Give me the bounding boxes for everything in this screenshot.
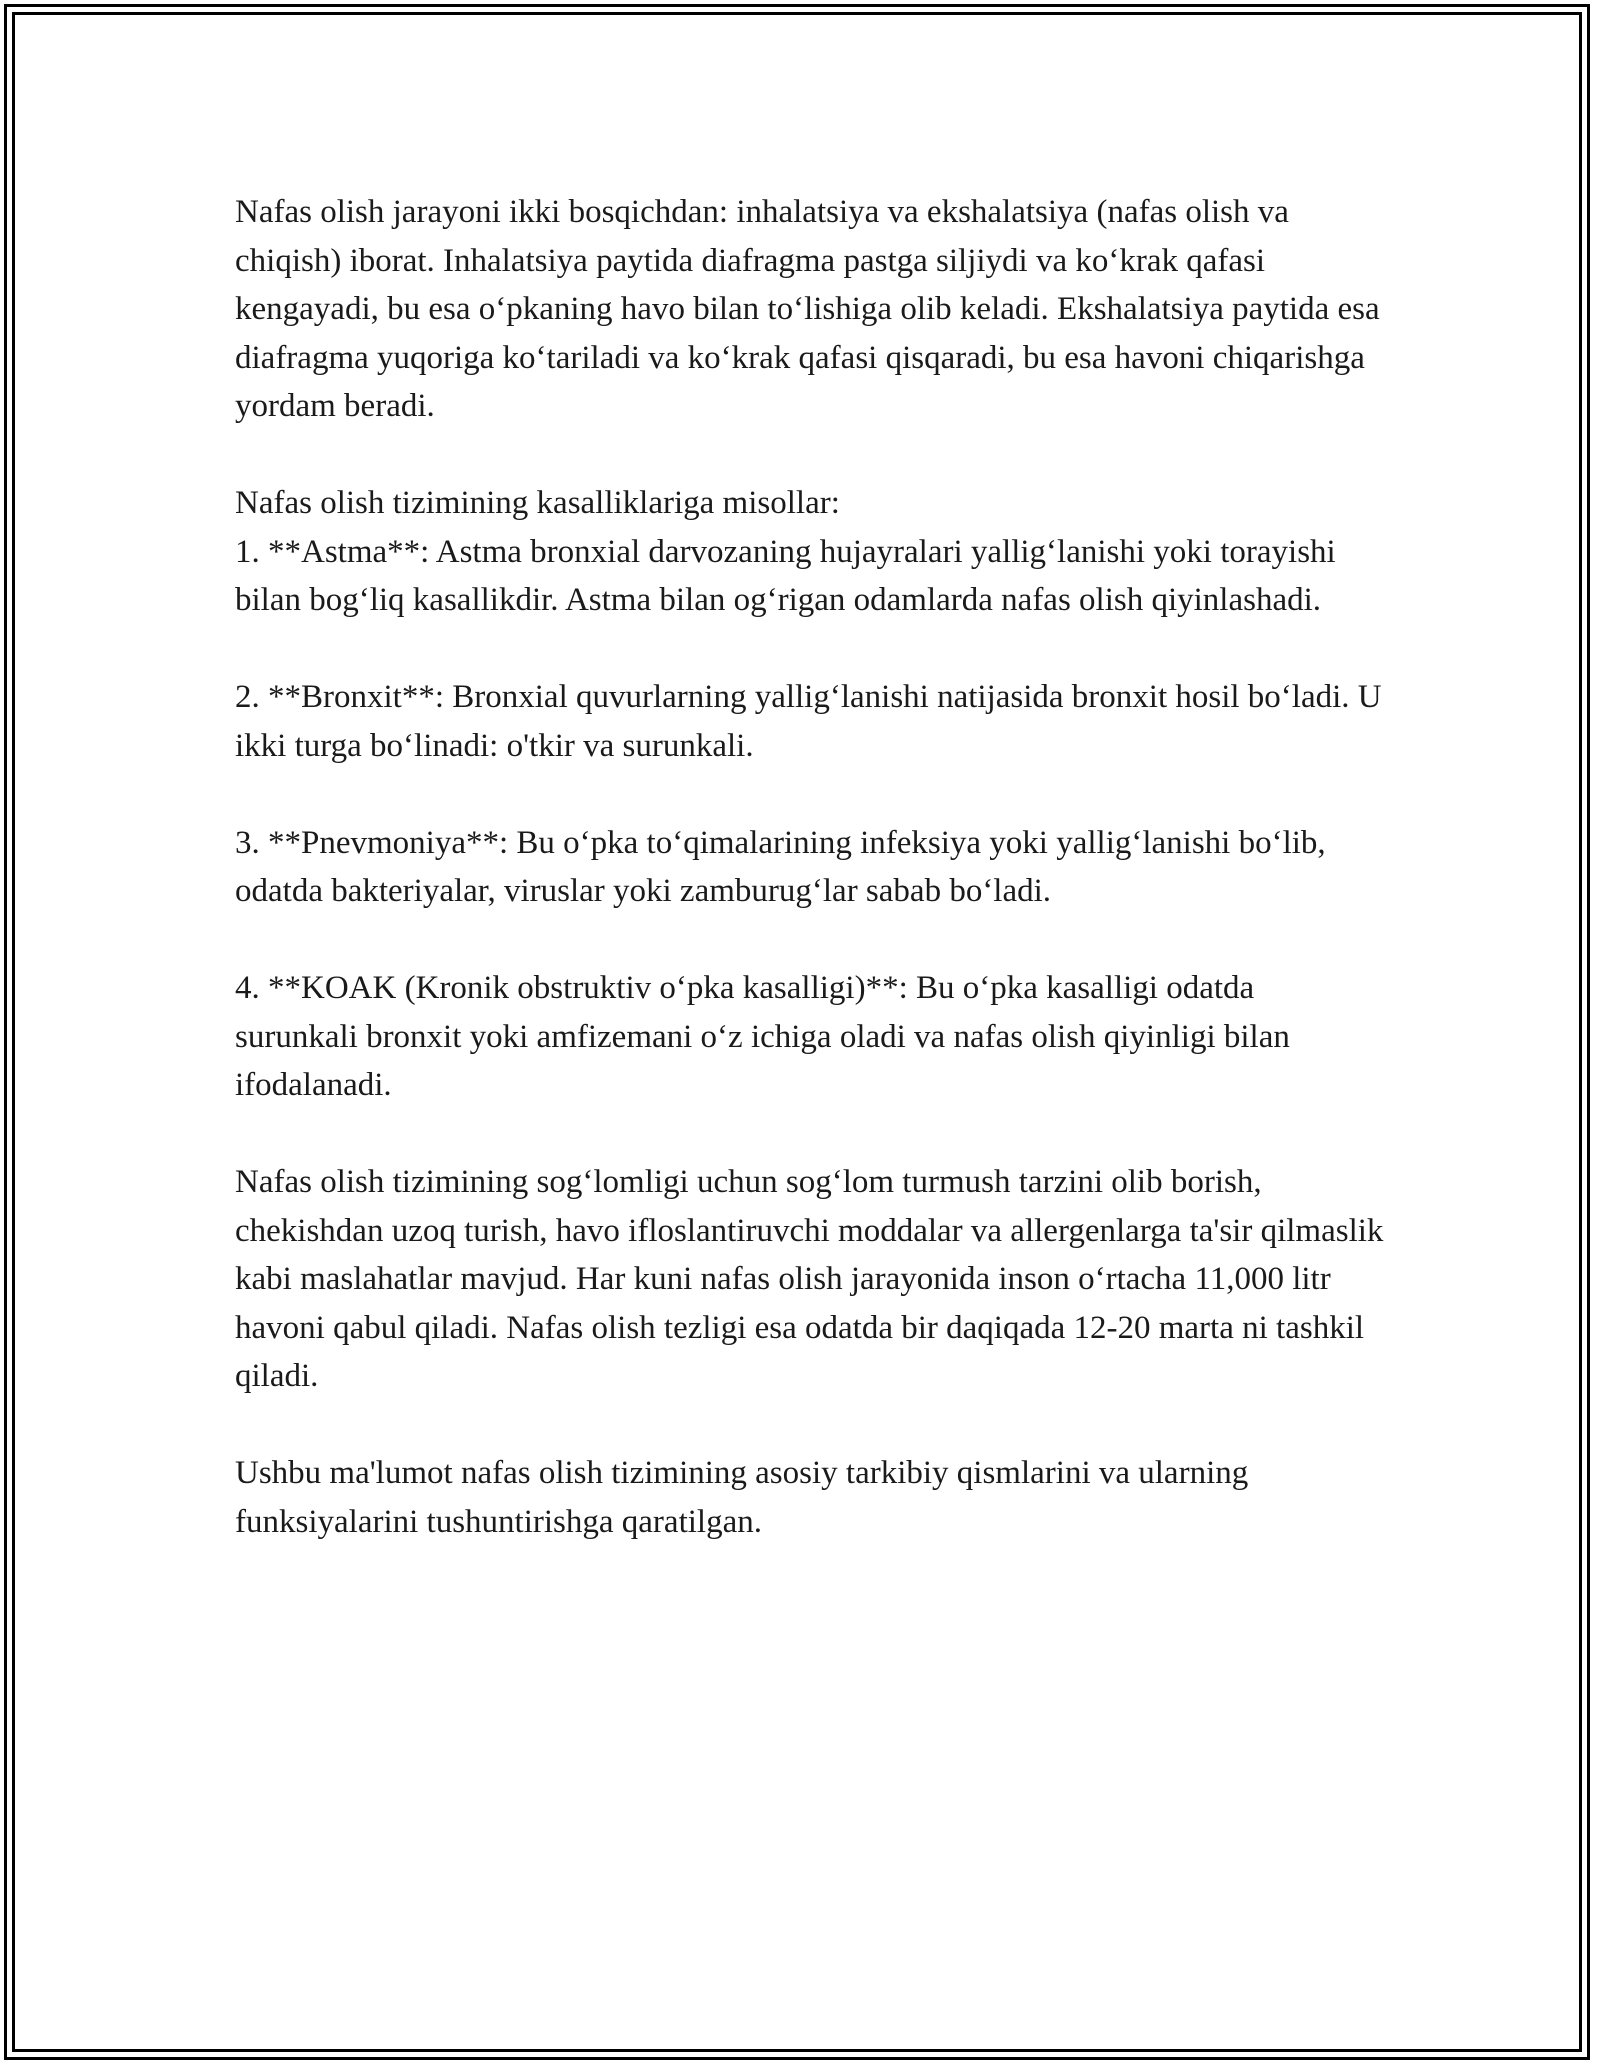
document-body [235, 188, 1392, 1546]
paragraph-health-advice: Nafas olish tizimining sog‘lomligi uchun sog‘lom turmush tarzini olib borish, chekishdan uzoq turish, havo ifloslantiruvchi moddalar va allergenlarga ta'sir qilmaslik kabi maslahatlar mavjud. Har kuni nafas olish jarayonida inson o‘rtacha 11,000 litr havoni qabul qiladi. Nafas olish tezligi esa odatda bir daqiqada 12-20 marta ni tashkil qiladi. [235, 1164, 1392, 1394]
paragraph-conclusion: Ushbu ma'lumot nafas olish tizimining asosiy tarkibiy qismlarini va ularning funksiyalarini tushuntirishga qaratilgan. [235, 1455, 1257, 1540]
list-item-koak: 4. **KOAK (Kronik obstruktiv o‘pka kasalligi)**: Bu o‘pka kasalligi odatda surunkali bronxit yoki amfizemani o‘z ichiga oladi va nafas olish qiyinligi bilan ifodalanadi. [235, 970, 1299, 1103]
list-item-pnevmoniya: 3. **Pnevmoniya**: Bu o‘pka to‘qimalarining infeksiya yoki yallig‘lanishi bo‘lib, odatda bakteriyalar, viruslar yoki zamburug‘lar sabab bo‘ladi. [235, 824, 1334, 909]
paragraph-diseases-intro: Nafas olish tizimining kasalliklariga misollar: [235, 485, 840, 521]
list-item-astma: 1. **Astma**: Astma bronxial darvozaning hujayralari yallig‘lanishi yoki torayishi bilan bog‘liq kasallikdir. Astma bilan og‘rigan odamlarda nafas olish qiyinlashadi. [235, 533, 1344, 618]
paragraph-breathing-process: Nafas olish jarayoni ikki bosqichdan: inhalatsiya va ekshalatsiya (nafas olish va chiqish) iborat. Inhalatsiya paytida diafragma pastga siljiydi va ko‘krak qafasi kengayadi, bu esa o‘pkaning havo bilan to‘lishiga olib keladi. Ekshalatsiya paytida esa diafragma yuqoriga ko‘tariladi va ko‘krak qafasi qisqaradi, bu esa havoni chiqarishga yordam beradi. [235, 194, 1388, 424]
list-item-bronxit: 2. **Bronxit**: Bronxial quvurlarning yallig‘lanishi natijasida bronxit hosil bo‘ladi. U ikki turga bo‘linadi: o'tkir va surunkali. [235, 679, 1390, 764]
